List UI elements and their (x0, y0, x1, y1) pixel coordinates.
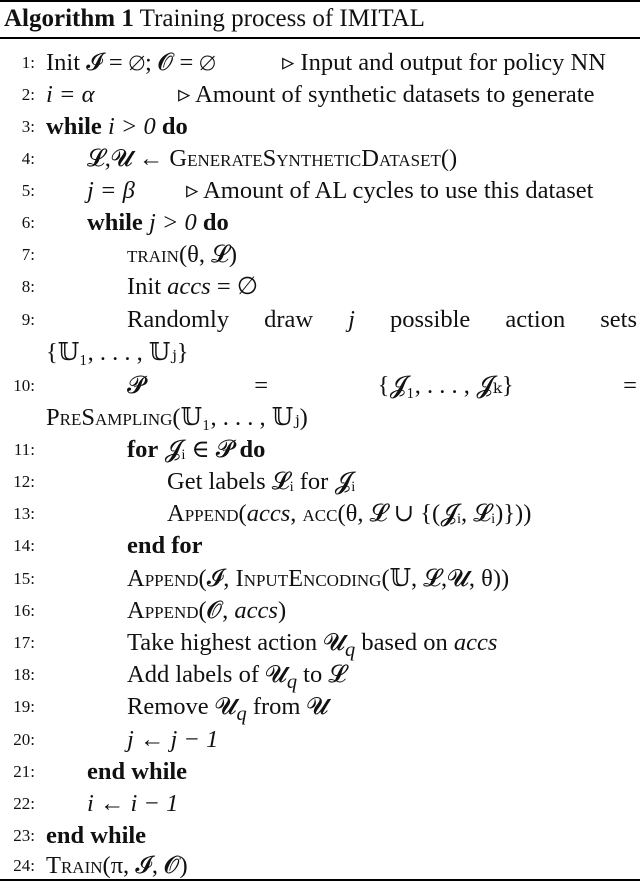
line-code: i = α (46, 81, 95, 108)
algo-line-18 (0, 659, 640, 691)
args: (𝕌₁, . . . , 𝕌ⱼ) (172, 404, 308, 431)
word: possible (389, 306, 471, 333)
line-number: 18: (13, 665, 35, 684)
function-name: Train (46, 852, 103, 879)
function-name: PreSampling (46, 404, 173, 431)
line-number: 4: (21, 149, 35, 168)
function-name: Append (167, 500, 239, 527)
function-name: train (127, 241, 179, 268)
variable: accs (234, 597, 278, 624)
algo-line-12 (0, 466, 640, 498)
line-number: 2: (21, 85, 35, 104)
line-code (167, 498, 531, 530)
args: (𝓘, (198, 565, 236, 592)
line-code: j = β (87, 177, 135, 204)
args: (θ, 𝓛) (178, 241, 238, 268)
text: = ∅ (210, 273, 259, 300)
paren: ) (277, 597, 287, 624)
line-number: 16: (13, 601, 35, 620)
text: Add labels of 𝓤 (127, 661, 287, 688)
algo-line-10 (0, 370, 640, 402)
line-code: {𝕌₁, . . . , 𝕌ⱼ} (46, 339, 189, 366)
algo-line-19 (0, 691, 640, 723)
condition: i > 0 (101, 113, 162, 140)
algo-line-5 (0, 175, 640, 207)
line-code: Get labels 𝓛ᵢ for 𝓙ᵢ (167, 468, 356, 495)
text: Init (127, 273, 168, 300)
line-number: 3: (21, 117, 35, 136)
paren: ( (238, 500, 247, 527)
line-comment: ▹ Input and output for policy NN (282, 49, 606, 76)
top-rule (0, 0, 640, 2)
text: to 𝓛 (297, 661, 347, 688)
keyword-do: do (202, 209, 229, 236)
word: sets (600, 306, 637, 333)
line-code (87, 207, 229, 239)
function-name: acc (302, 500, 338, 527)
algo-line-16 (0, 595, 640, 627)
algo-line-20 (0, 724, 640, 756)
algo-line-22 (0, 788, 640, 820)
algo-line-13 (0, 498, 640, 530)
algo-line-2 (0, 79, 640, 111)
function-name: Append (127, 597, 199, 624)
line-code (127, 434, 265, 466)
function-name: Append (127, 565, 199, 592)
line-code (127, 563, 509, 595)
word: = (623, 372, 637, 399)
line-number: 15: (13, 569, 35, 588)
function-name: InputEncoding (235, 565, 382, 592)
line-number: 20: (13, 730, 35, 749)
line-code (46, 402, 308, 434)
line-number: 1: (21, 53, 35, 72)
algo-line-23 (0, 820, 640, 852)
function-name: GenerateSyntheticDataset (169, 145, 441, 172)
keyword-for: for (127, 436, 159, 463)
algo-line-3 (0, 111, 640, 143)
text: from 𝓤 (246, 693, 329, 720)
text: Remove 𝓤 (127, 693, 237, 720)
args: (θ, 𝓛 ∪ {(𝓙ᵢ, 𝓛ᵢ)})) (337, 500, 532, 527)
args: (π, 𝓘, 𝓞) (102, 852, 188, 879)
line-code (127, 595, 286, 627)
line-number: 14: (13, 536, 35, 555)
args: (𝓞, (198, 597, 235, 624)
keyword-while: while (87, 209, 143, 236)
line-number: 5: (21, 181, 35, 200)
algo-line-8 (0, 271, 640, 303)
algo-line-21 (0, 756, 640, 788)
keyword-do: do (239, 436, 266, 463)
line-code (127, 239, 237, 271)
algo-line-9-continued (0, 337, 640, 369)
variable: accs (167, 273, 211, 300)
keyword-end-while: end while (46, 822, 147, 849)
line-code (87, 143, 457, 175)
keyword-end-while: end while (87, 758, 188, 785)
line-code (46, 850, 188, 882)
variable: accs (246, 500, 291, 527)
word: action (505, 306, 566, 333)
line-code (46, 111, 188, 143)
line-comment: ▹ Amount of synthetic datasets to generate (178, 81, 595, 108)
algo-line-4 (0, 143, 640, 175)
line-code: i ← i − 1 (87, 790, 179, 817)
word: Randomly (127, 306, 230, 333)
algo-line-17 (0, 627, 640, 659)
condition: j > 0 (142, 209, 203, 236)
line-number: 22: (13, 794, 35, 813)
line-number: 23: (13, 826, 35, 845)
text: based on (355, 629, 454, 656)
line-number: 8: (21, 277, 35, 296)
algo-line-6 (0, 207, 640, 239)
word: {𝓙₁, . . . , 𝓙ₖ} (377, 372, 514, 399)
comma: , (290, 500, 303, 527)
algo-line-7 (0, 239, 640, 271)
caption-text: Training process of I (139, 5, 348, 32)
line-comment: ▹ Amount of AL cycles to use this dataset (186, 177, 594, 204)
algo-line-1 (0, 47, 640, 79)
algo-line-11 (0, 434, 640, 466)
line-number: 9: (21, 310, 35, 329)
word: draw (264, 306, 314, 333)
line-number: 7: (21, 245, 35, 264)
subscript: q (344, 638, 356, 661)
word: 𝓟 (127, 372, 145, 399)
caption-rule (0, 37, 640, 39)
text: Take highest action 𝓤 (127, 629, 345, 656)
line-number: 19: (13, 697, 35, 716)
word: j (348, 306, 355, 333)
keyword-while: while (46, 113, 102, 140)
line-number: 10: (13, 376, 35, 395)
line-number: 12: (13, 472, 35, 491)
line-number: 11: (13, 440, 35, 459)
word: = (254, 372, 269, 399)
keyword-do: do (161, 113, 188, 140)
args: () (440, 145, 458, 172)
condition: 𝓙ᵢ ∈ 𝓟 (158, 436, 240, 463)
algo-line-24 (0, 850, 640, 882)
line-number: 24: (13, 856, 35, 875)
line-number: 21: (13, 762, 35, 781)
caption-name-smallcaps: MITAL (347, 5, 425, 32)
math-assign: 𝓛,𝓤 ← (87, 145, 170, 172)
algo-line-15 (0, 563, 640, 595)
args: (𝕌, 𝓛,𝓤, θ)) (381, 565, 510, 592)
line-code (127, 304, 637, 336)
caption-label: Algorithm 1 (4, 5, 134, 32)
line-code (127, 271, 258, 303)
algo-line-9 (0, 304, 640, 336)
line-code: j ← j − 1 (127, 726, 219, 753)
variable: accs (453, 629, 498, 656)
line-code: Init 𝓘 = ∅; 𝓞 = ∅ (46, 49, 216, 76)
line-number: 6: (21, 213, 35, 232)
line-number: 13: (13, 504, 35, 523)
line-code (127, 370, 637, 402)
algo-line-10-continued (0, 402, 640, 434)
line-number: 17: (13, 633, 35, 652)
algorithm-caption (4, 3, 425, 35)
subscript: q (236, 702, 247, 725)
keyword-end-for: end for (127, 532, 203, 559)
subscript: q (286, 670, 298, 693)
algo-line-14 (0, 530, 640, 562)
